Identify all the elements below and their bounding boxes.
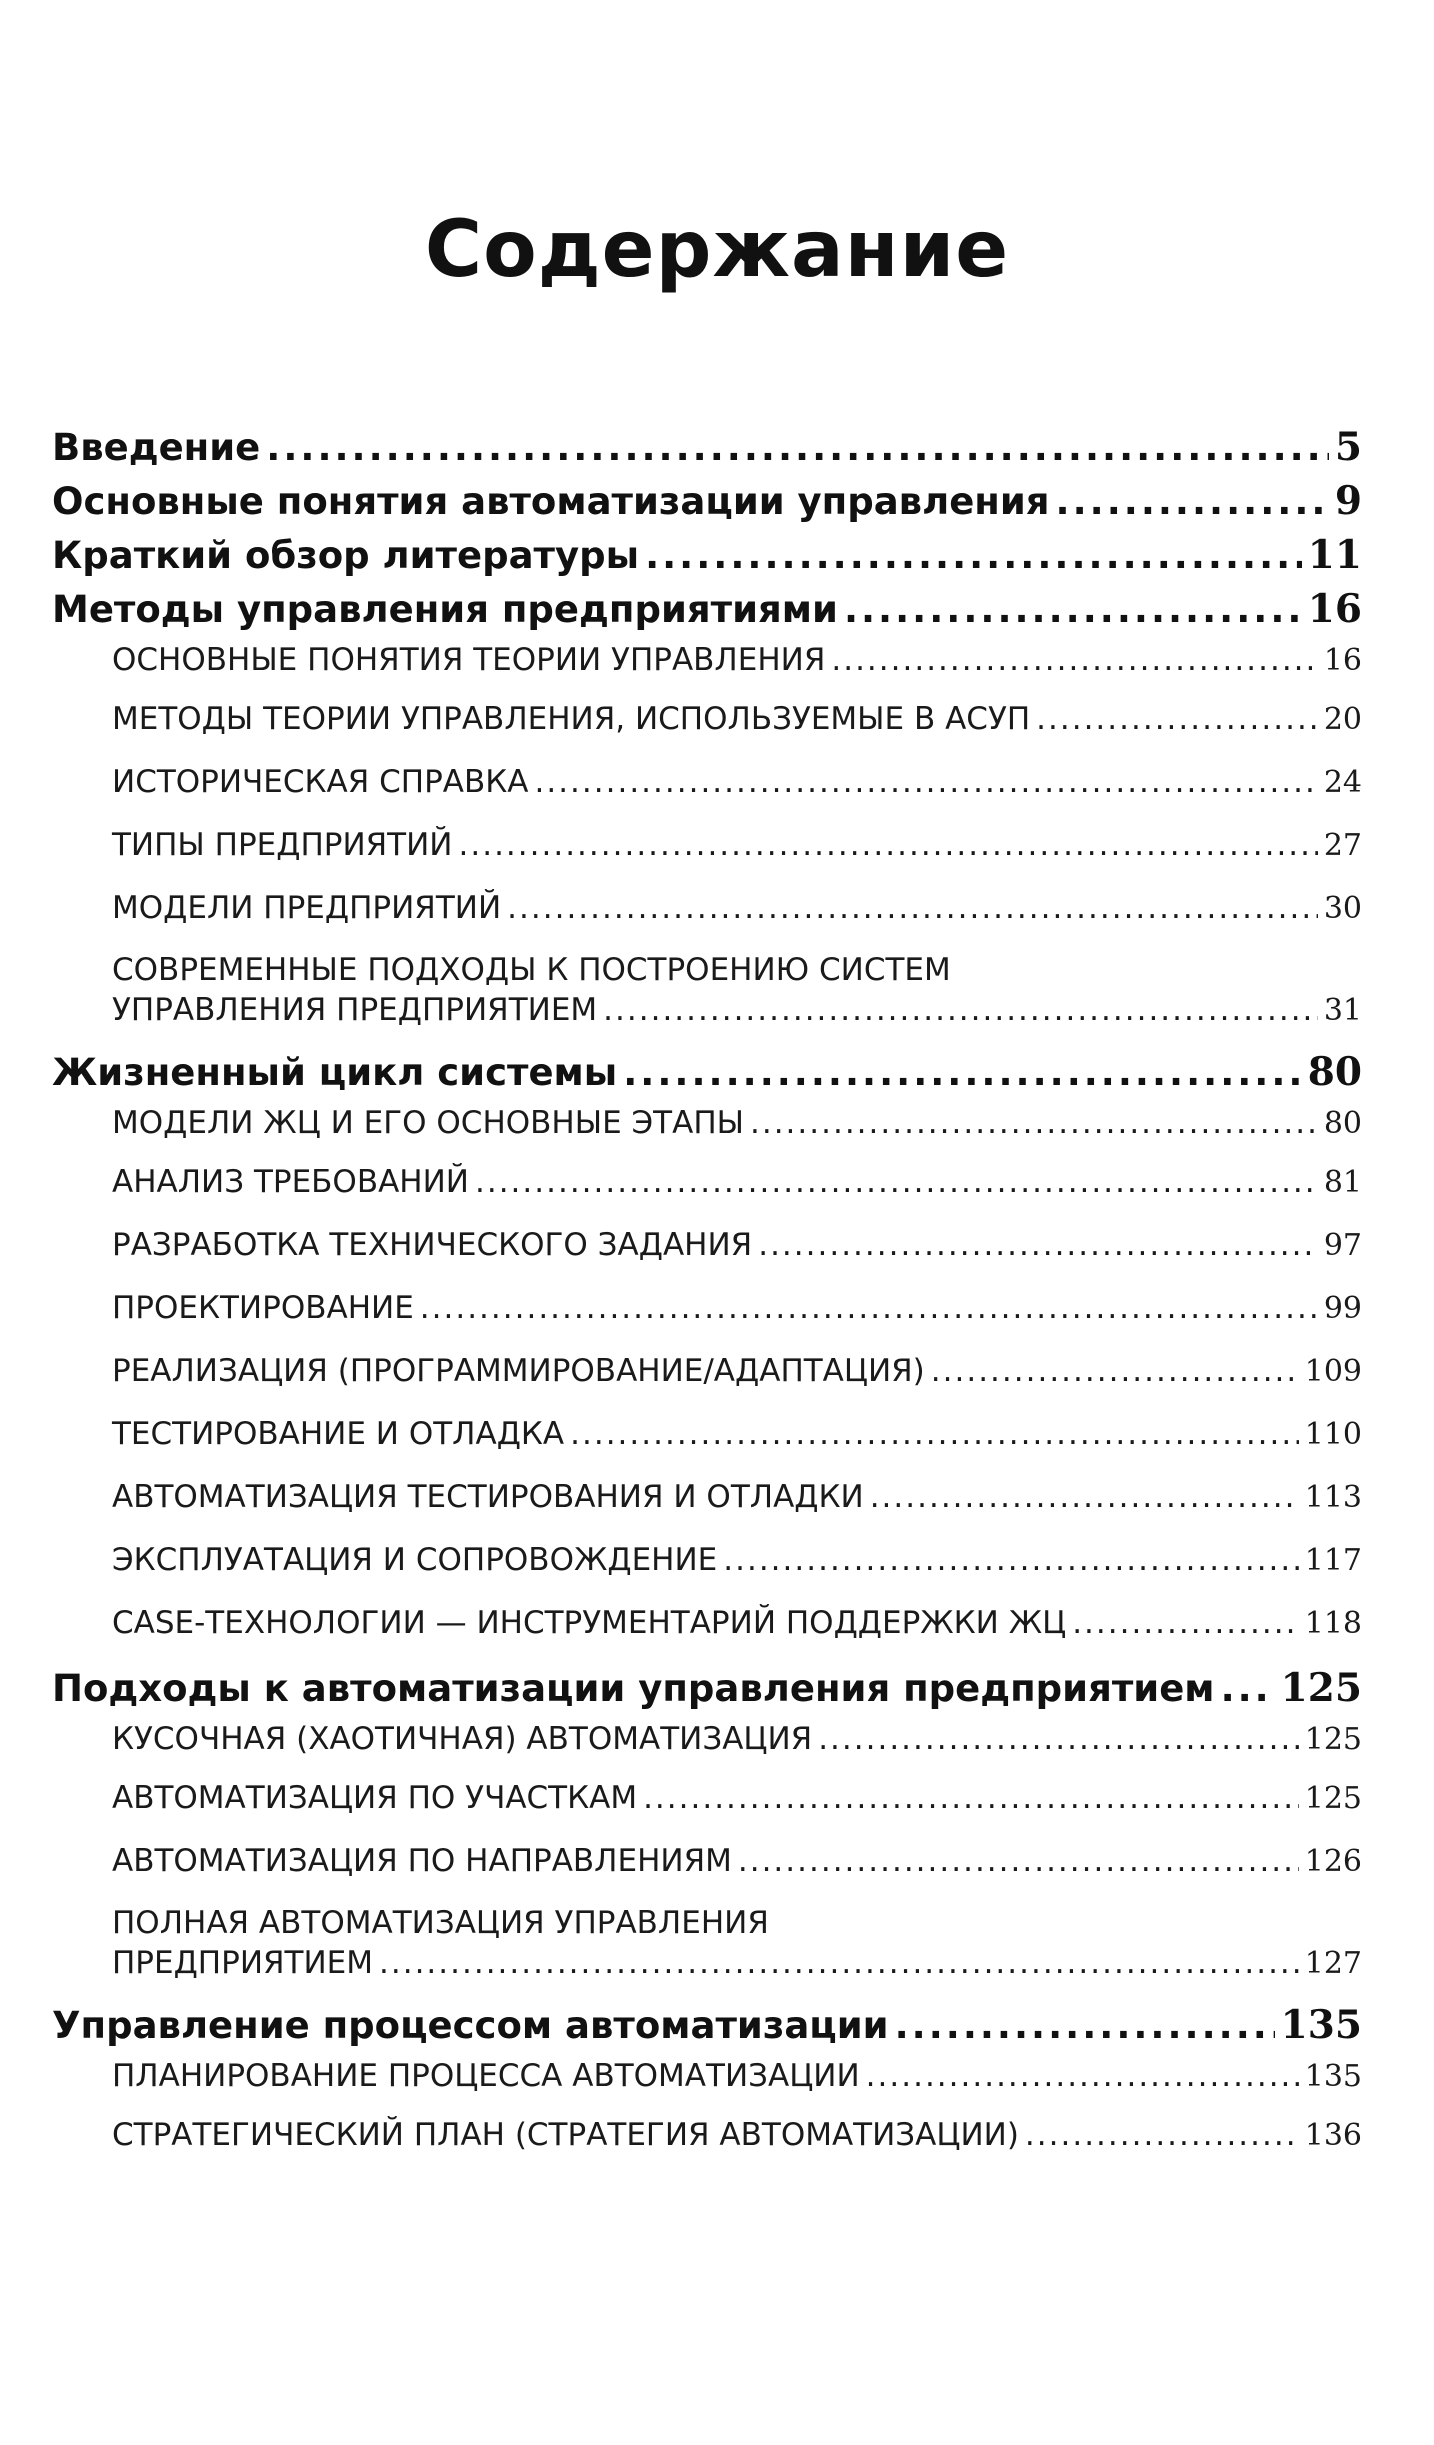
toc-section[interactable]: [52, 1214, 1362, 1277]
dot-leader: [643, 1767, 1299, 1830]
toc-chapter-literature-review[interactable]: [52, 528, 1362, 582]
toc-page-number: 125: [1280, 1665, 1362, 1711]
toc-section-label: МЕТОДЫ ТЕОРИИ УПРАВЛЕНИЯ, ИСПОЛЬЗУЕМЫЕ В АСУП: [112, 701, 1031, 737]
toc-section[interactable]: [52, 1715, 1362, 1767]
dot-leader: [866, 2052, 1299, 2100]
dot-leader: [723, 1529, 1298, 1592]
toc-section[interactable]: [52, 751, 1362, 814]
toc-section[interactable]: [52, 814, 1362, 877]
toc-page-number: 80: [1307, 1049, 1362, 1095]
dot-leader: [738, 1830, 1299, 1893]
toc-section-label: ЭКСПЛУАТАЦИЯ И СОПРОВОЖДЕНИЕ: [112, 1542, 718, 1578]
toc-section-label: МОДЕЛИ ЖЦ И ЕГО ОСНОВНЫЕ ЭТАПЫ: [112, 1105, 744, 1141]
toc-chapter-basic-concepts[interactable]: [52, 474, 1362, 528]
page-title: Содержание: [424, 205, 1010, 295]
toc-page-number: 80: [1323, 1106, 1362, 1141]
dot-leader: [379, 1943, 1299, 1983]
toc-section[interactable]: [52, 1830, 1362, 1893]
toc-section[interactable]: [52, 1466, 1362, 1529]
toc-section[interactable]: [52, 1151, 1362, 1214]
toc-section-label: АВТОМАТИЗАЦИЯ ПО УЧАСТКАМ: [112, 1780, 638, 1816]
dot-leader: [645, 529, 1302, 583]
toc-section[interactable]: [52, 688, 1362, 751]
toc-chapter-label: Управление процессом автоматизации: [52, 2004, 889, 2047]
toc-chapter-management-methods[interactable]: [52, 582, 1362, 636]
toc-page-number: 127: [1304, 1946, 1362, 1981]
toc-page-number: 16: [1307, 586, 1362, 632]
toc-section[interactable]: [52, 877, 1362, 940]
toc-section-label: ТИПЫ ПРЕДПРИЯТИЙ: [112, 827, 453, 863]
toc-section-label-line1: ПОЛНАЯ АВТОМАТИЗАЦИЯ УПРАВЛЕНИЯ: [112, 1905, 769, 1941]
toc-chapter-label: Краткий обзор литературы: [52, 534, 640, 577]
toc-section-label: ОСНОВНЫЕ ПОНЯТИЯ ТЕОРИИ УПРАВЛЕНИЯ: [112, 642, 826, 678]
toc-page-number: 109: [1304, 1354, 1362, 1389]
toc-section-label: CASE-ТЕХНОЛОГИИ — ИНСТРУМЕНТАРИЙ ПОДДЕРЖКИ ЖЦ: [112, 1605, 1067, 1641]
toc-section-label: МОДЕЛИ ПРЕДПРИЯТИЙ: [112, 890, 502, 926]
toc-section-label-line2: ПРЕДПРИЯТИЕМ: [112, 1945, 374, 1981]
dot-leader: [603, 990, 1318, 1030]
toc-page-number: 31: [1323, 993, 1362, 1028]
toc-chapter-introduction[interactable]: [52, 420, 1362, 474]
toc-section[interactable]: [52, 1340, 1362, 1403]
toc-section-label: АВТОМАТИЗАЦИЯ ПО НАПРАВЛЕНИЯМ: [112, 1843, 732, 1879]
dot-leader: [507, 877, 1318, 940]
toc-chapter-label: Подходы к автоматизации управления предприятием: [52, 1667, 1215, 1710]
dot-leader: [831, 636, 1317, 684]
toc-page-number: 11: [1307, 532, 1362, 578]
toc-page-number: 9: [1334, 478, 1362, 524]
toc-section-label: ИСТОРИЧЕСКАЯ СПРАВКА: [112, 764, 529, 800]
toc-section[interactable]: [52, 940, 1362, 1045]
dot-leader: [895, 1999, 1275, 2053]
toc-section-label-line1: СОВРЕМЕННЫЕ ПОДХОДЫ К ПОСТРОЕНИЮ СИСТЕМ: [112, 952, 951, 988]
toc-section-label: АВТОМАТИЗАЦИЯ ТЕСТИРОВАНИЯ И ОТЛАДКИ: [112, 1479, 864, 1515]
toc-page-number: 126: [1304, 1844, 1362, 1879]
dot-leader: [1025, 2104, 1299, 2167]
toc-page-number: 27: [1323, 828, 1362, 863]
dot-leader: [1072, 1592, 1299, 1655]
toc-section[interactable]: [52, 2052, 1362, 2104]
toc-chapter-label: Основные понятия автоматизации управления: [52, 480, 1050, 523]
toc-chapter-label: Введение: [52, 426, 261, 469]
toc-chapter-process-management[interactable]: [52, 1998, 1362, 2052]
toc-section-label: АНАЛИЗ ТРЕБОВАНИЙ: [112, 1164, 469, 1200]
dot-leader: [1036, 688, 1318, 751]
toc-section-label: РАЗРАБОТКА ТЕХНИЧЕСКОГО ЗАДАНИЯ: [112, 1227, 753, 1263]
toc-page-number: 5: [1334, 424, 1362, 470]
dot-leader: [1221, 1662, 1275, 1716]
toc-section[interactable]: [52, 1767, 1362, 1830]
dot-leader: [475, 1151, 1318, 1214]
toc-page-number: 24: [1323, 765, 1362, 800]
toc-section[interactable]: [52, 1099, 1362, 1151]
toc-chapter-label: Методы управления предприятиями: [52, 588, 838, 631]
toc-page-number: 16: [1323, 643, 1362, 678]
dot-leader: [420, 1277, 1318, 1340]
toc-section-label: ПЛАНИРОВАНИЕ ПРОЦЕССА АВТОМАТИЗАЦИИ: [112, 2058, 860, 2094]
dot-leader: [818, 1715, 1299, 1763]
toc-section-label-line2: УПРАВЛЕНИЯ ПРЕДПРИЯТИЕМ: [112, 992, 598, 1028]
toc-page-number: 99: [1323, 1291, 1362, 1326]
toc-page-number: 125: [1304, 1781, 1362, 1816]
toc-section-label: СТРАТЕГИЧЕСКИЙ ПЛАН (СТРАТЕГИЯ АВТОМАТИЗАЦИИ): [112, 2117, 1019, 2153]
dot-leader: [266, 421, 1329, 475]
dot-leader: [459, 814, 1318, 877]
toc-section[interactable]: [52, 1529, 1362, 1592]
toc-chapter-automation-approaches[interactable]: [52, 1661, 1362, 1715]
dot-leader: [750, 1099, 1318, 1147]
dot-leader: [535, 751, 1318, 814]
toc-section[interactable]: [52, 1592, 1362, 1655]
toc-page-number: 97: [1323, 1228, 1362, 1263]
toc-page-number: 81: [1323, 1165, 1362, 1200]
toc-section[interactable]: [52, 1277, 1362, 1340]
dot-leader: [1056, 475, 1329, 529]
dot-leader: [758, 1214, 1318, 1277]
toc-page-number: 110: [1304, 1417, 1362, 1452]
toc-page-number: 20: [1323, 702, 1362, 737]
toc-section-label: КУСОЧНАЯ (ХАОТИЧНАЯ) АВТОМАТИЗАЦИЯ: [112, 1721, 813, 1757]
dot-leader: [844, 583, 1302, 637]
dot-leader: [931, 1340, 1299, 1403]
toc-section-label: ТЕСТИРОВАНИЕ И ОТЛАДКА: [112, 1416, 565, 1452]
toc-section-label: ПРОЕКТИРОВАНИЕ: [112, 1290, 414, 1326]
toc-section[interactable]: [52, 2104, 1362, 2167]
toc-section-label: РЕАЛИЗАЦИЯ (ПРОГРАММИРОВАНИЕ/АДАПТАЦИЯ): [112, 1353, 925, 1389]
toc-chapter-label: Жизненный цикл системы: [52, 1051, 618, 1094]
toc-page-number: 113: [1304, 1480, 1362, 1515]
toc-page-number: 135: [1304, 2059, 1362, 2094]
toc-page-number: 117: [1304, 1543, 1362, 1578]
toc-page-number: 136: [1304, 2118, 1362, 2153]
dot-leader: [570, 1403, 1299, 1466]
toc-section[interactable]: [52, 636, 1362, 688]
toc-section[interactable]: [52, 1893, 1362, 1998]
toc-page-number: 30: [1323, 891, 1362, 926]
table-of-contents: [52, 420, 1362, 2167]
dot-leader: [623, 1046, 1301, 1100]
dot-leader: [870, 1466, 1299, 1529]
toc-page-number: 118: [1304, 1606, 1362, 1641]
toc-chapter-life-cycle[interactable]: [52, 1045, 1362, 1099]
toc-page-number: 135: [1280, 2002, 1362, 2048]
toc-page-number: 125: [1304, 1722, 1362, 1757]
toc-section[interactable]: [52, 1403, 1362, 1466]
